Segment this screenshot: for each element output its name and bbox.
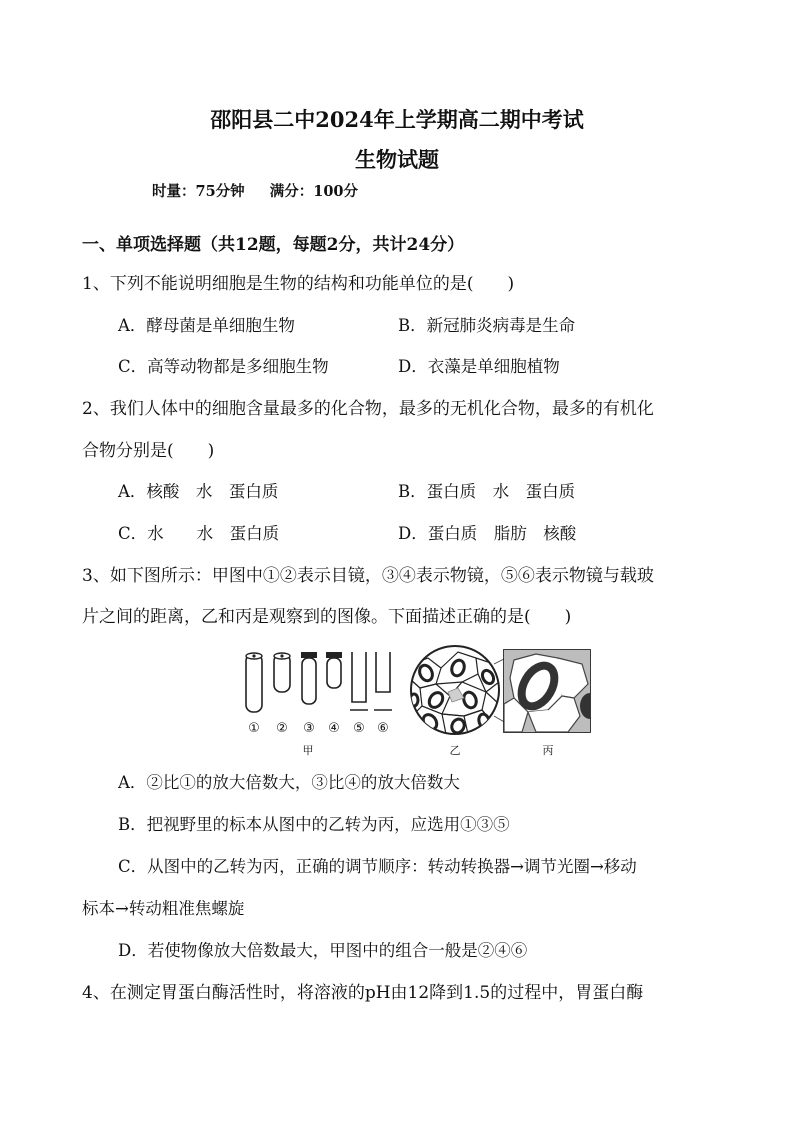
question-3-option-d: D．若使物像放大倍数最大，甲图中的组合一般是②④⑥ (118, 941, 528, 960)
eyepiece-1-icon (246, 653, 262, 712)
lens-label: ① (248, 721, 260, 736)
distance-5-icon (350, 652, 368, 710)
question-1-option-c: C．高等动物都是多细胞生物 (118, 357, 329, 376)
question-2-stem-line-1: 2、我们人体中的细胞含量最多的化合物，最多的无机化合物，最多的有机化 (82, 399, 654, 419)
section-title: 一、单项选择题（共12题，每题2分，共计24分） (82, 235, 465, 255)
objective-3-icon (301, 652, 317, 704)
view-bing-icon (504, 650, 596, 732)
question-1-stem: 1、下列不能说明细胞是生物的结构和功能单位的是( ) (82, 274, 515, 294)
exam-score: 满分：100分 (269, 183, 359, 200)
question-2-stem-line-2: 合物分别是( ) (82, 441, 215, 461)
lens-label: ③ (303, 721, 315, 736)
question-2-option-b: B．蛋白质 水 蛋白质 (398, 482, 576, 501)
question-2-option-a: A．核酸 水 蛋白质 (118, 482, 279, 501)
question-2-option-c: C．水 水 蛋白质 (118, 524, 280, 543)
lens-label: ⑤ (353, 721, 365, 736)
question-2-option-d: D．蛋白质 脂肪 核酸 (398, 524, 577, 543)
exam-subtitle: 生物试题 (355, 147, 439, 172)
lens-label: ④ (328, 721, 340, 736)
question-3-stem-line-1: 3、如下图所示：甲图中①②表示目镜，③④表示物镜，⑤⑥表示物镜与载玻 (82, 566, 654, 586)
exam-meta (152, 180, 378, 201)
question-1-option-a: A．酵母菌是单细胞生物 (118, 316, 295, 335)
exam-title: 邵阳县二中2024年上学期高二期中考试 (210, 107, 584, 132)
question-3-option-a: A．②比①的放大倍数大，③比④的放大倍数大 (118, 773, 460, 792)
figure-label-yi: 乙 (449, 744, 461, 757)
question-3-option-c-line-1: C．从图中的乙转为丙，正确的调节顺序：转动转换器→调节光圈→移动 (118, 857, 637, 876)
question-3-stem-line-2: 片之间的距离，乙和丙是观察到的图像。下面描述正确的是( ) (82, 607, 572, 627)
question-4-stem-line-1: 4、在测定胃蛋白酶活性时，将溶液的pH由12降到1.5的过程中，胃蛋白酶 (82, 983, 644, 1003)
lens-label: ② (276, 721, 288, 736)
question-1-option-d: D．衣藻是单细胞植物 (398, 357, 560, 376)
question-1-option-b: B．新冠肺炎病毒是生命 (398, 316, 576, 335)
figure-label-bing: 丙 (542, 744, 554, 757)
microscope-figure (236, 644, 596, 760)
view-yi-icon (410, 646, 518, 736)
distance-6-icon (374, 652, 392, 710)
exam-time: 时量：75分钟 (152, 183, 245, 200)
question-3-option-c-line-2: 标本→转动粗准焦螺旋 (82, 899, 245, 918)
lens-label: ⑥ (377, 721, 389, 736)
eyepiece-2-icon (274, 653, 290, 692)
objective-4-icon (326, 652, 342, 688)
figure-label-jia: 甲 (302, 744, 314, 757)
question-3-option-b: B．把视野里的标本从图中的乙转为丙，应选用①③⑤ (118, 815, 510, 834)
